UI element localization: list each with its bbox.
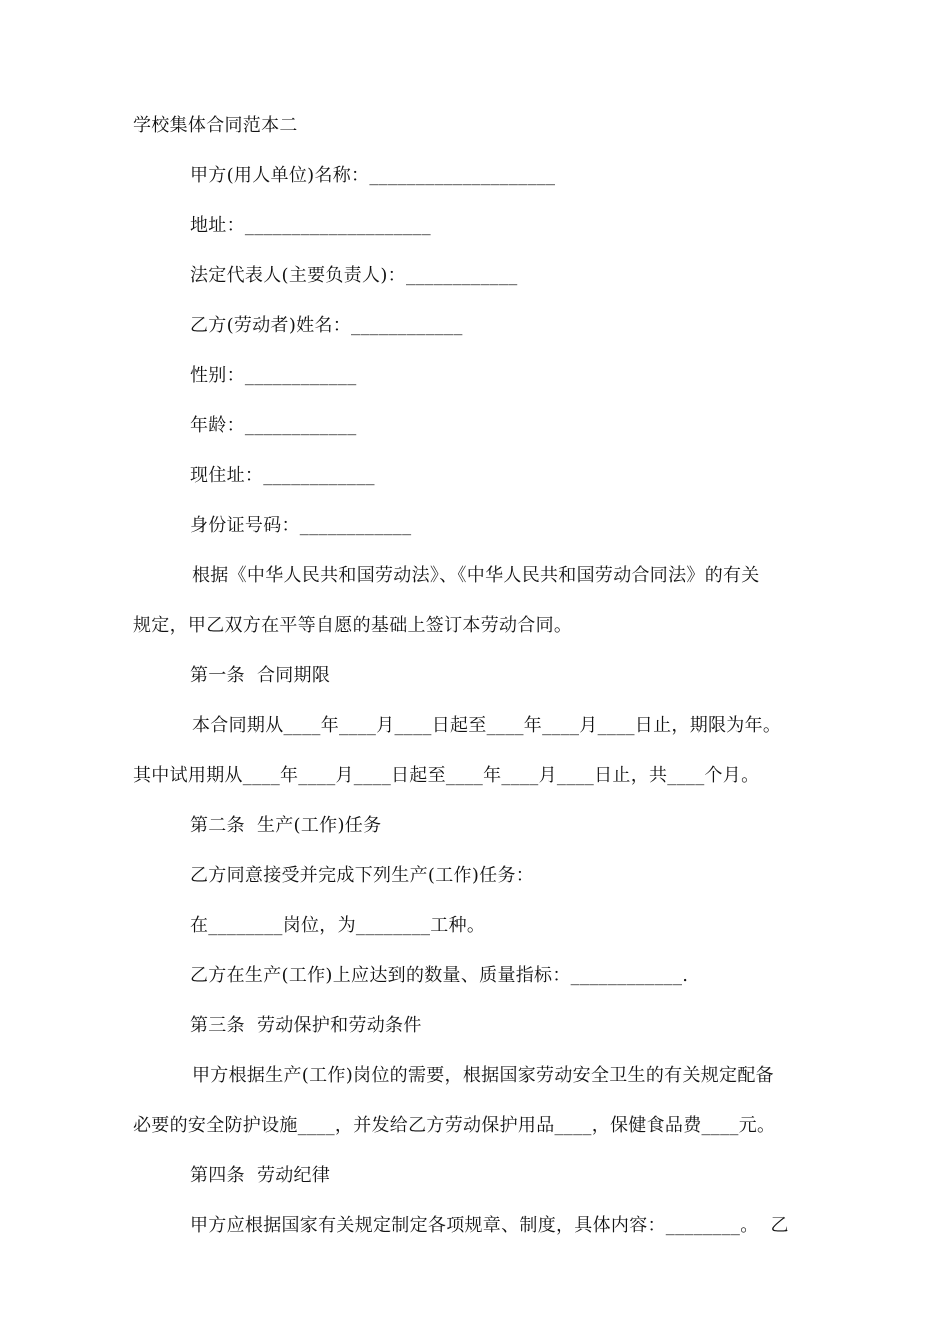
address-field: 地址：____________________ bbox=[190, 215, 431, 236]
document-title: 学校集体合同范本二 bbox=[133, 115, 298, 136]
article-1-heading: 第一条 合同期限 bbox=[190, 665, 331, 686]
probation-term-line: 其中试用期从____年____月____日起至____年____月____日止，共____个月。 bbox=[133, 765, 760, 786]
gender-field: 性别：____________ bbox=[190, 365, 357, 386]
contract-term-line: 本合同期从____年____月____日起至____年____月____日止，期限为年。 bbox=[192, 715, 782, 736]
quality-target-line: 乙方在生产(工作)上应达到的数量、质量指标：____________. bbox=[190, 965, 689, 986]
discipline-line: 甲方应根据国家有关规定制定各项规章、制度，具体内容：________。 乙 bbox=[190, 1215, 789, 1236]
current-address-field: 现住址：____________ bbox=[190, 465, 375, 486]
legal-representative-field: 法定代表人(主要负责人)：____________ bbox=[190, 265, 518, 286]
party-a-name-field: 甲方(用人单位)名称：____________________ bbox=[190, 165, 556, 186]
party-b-name-field: 乙方(劳动者)姓名：____________ bbox=[190, 315, 463, 336]
article-2-heading: 第二条 生产(工作)任务 bbox=[190, 815, 382, 836]
id-number-field: 身份证号码：____________ bbox=[190, 515, 412, 536]
article-4-heading: 第四条 劳动纪律 bbox=[190, 1165, 331, 1186]
task-acceptance-line: 乙方同意接受并完成下列生产(工作)任务： bbox=[190, 865, 535, 886]
preamble-line-1: 根据《中华人民共和国劳动法》、《中华人民共和国劳动合同法》的有关 bbox=[192, 565, 760, 586]
protection-line-1: 甲方根据生产(工作)岗位的需要，根据国家劳动安全卫生的有关规定配备 bbox=[192, 1065, 774, 1086]
preamble-line-2: 规定，甲乙双方在平等自愿的基础上签订本劳动合同。 bbox=[133, 615, 573, 636]
protection-line-2: 必要的安全防护设施____，并发给乙方劳动保护用品____，保健食品费____元。 bbox=[133, 1115, 776, 1136]
position-line: 在________岗位，为________工种。 bbox=[190, 915, 486, 936]
age-field: 年龄：____________ bbox=[190, 415, 357, 436]
article-3-heading: 第三条 劳动保护和劳动条件 bbox=[190, 1015, 422, 1036]
